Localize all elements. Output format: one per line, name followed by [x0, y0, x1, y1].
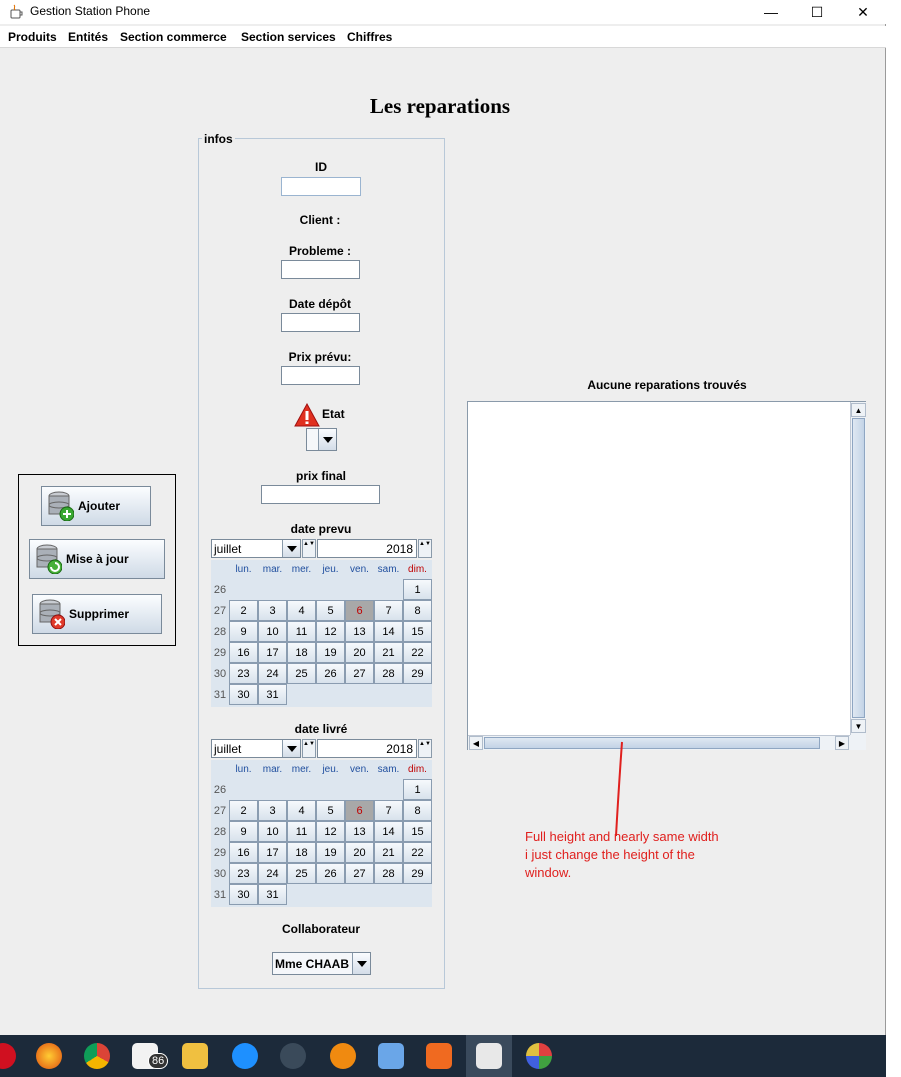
date-livre-month-spinner[interactable]: ▲▼	[302, 739, 316, 758]
etat-label: Etat	[322, 407, 345, 421]
day-button[interactable]: 11	[287, 821, 316, 842]
day-button[interactable]: 22	[403, 842, 432, 863]
day-button[interactable]: 31	[258, 884, 287, 905]
scroll-left-icon[interactable]: ◀	[469, 736, 483, 750]
date-prevu-year-spinner[interactable]: ▲▼	[418, 539, 432, 558]
day-button[interactable]: 25	[287, 863, 316, 884]
horizontal-scrollbar[interactable]	[468, 735, 850, 750]
probleme-label: Probleme :	[288, 244, 351, 258]
day-button[interactable]: 13	[345, 621, 374, 642]
day-button[interactable]: 8	[403, 600, 432, 621]
taskbar	[0, 1035, 886, 1077]
day-button[interactable]: 19	[316, 842, 345, 863]
date-prevu-month-combo[interactable]	[211, 539, 301, 558]
close-button[interactable]	[840, 0, 886, 24]
id-label: ID	[315, 160, 327, 174]
prix-final-label: prix final	[295, 469, 346, 483]
day-button[interactable]: 15	[403, 821, 432, 842]
weekday-header: dim.	[408, 564, 427, 575]
probleme-field[interactable]	[281, 260, 360, 279]
week-number: 29	[211, 642, 229, 663]
day-button[interactable]: 21	[374, 642, 403, 663]
date-prevu-year-field[interactable]: 2018	[317, 539, 417, 558]
day-button[interactable]: 20	[345, 842, 374, 863]
day-button[interactable]: 30	[229, 684, 258, 705]
week-number: 26	[211, 779, 229, 800]
supprimer-label: Supprimer	[69, 607, 130, 621]
edge-icon[interactable]	[232, 1043, 258, 1069]
weekday-header: sam.	[377, 764, 400, 775]
day-button[interactable]: 29	[403, 663, 432, 684]
prix-prevu-field[interactable]	[281, 366, 360, 385]
java-icon	[476, 1043, 502, 1069]
week-number: 31	[211, 884, 229, 905]
chevron-down-icon	[352, 953, 370, 974]
database-refresh-icon	[36, 544, 62, 574]
week-number: 29	[211, 842, 229, 863]
date-prevu-day-grid	[211, 560, 432, 707]
file-explorer-icon[interactable]	[182, 1043, 208, 1069]
menu-entites[interactable]: Entités	[68, 30, 109, 44]
menu-produits[interactable]: Produits	[8, 30, 57, 44]
window-title: Gestion Station Phone	[30, 4, 151, 18]
week-number: 26	[211, 579, 229, 600]
day-button[interactable]: 16	[229, 842, 258, 863]
day-button[interactable]: 18	[287, 842, 316, 863]
day-button[interactable]: 26	[316, 863, 345, 884]
ajouter-label: Ajouter	[78, 499, 120, 513]
page-title: Les reparations	[369, 94, 511, 118]
week-number: 28	[211, 621, 229, 642]
database-delete-icon	[39, 599, 65, 629]
minimize-button[interactable]	[748, 0, 794, 24]
day-button[interactable]: 7	[374, 600, 403, 621]
annotation-line-1: Full height and nearly same width	[525, 829, 719, 844]
date-livre-month-combo[interactable]	[211, 739, 301, 758]
day-button[interactable]: 22	[403, 642, 432, 663]
day-button[interactable]: 3	[258, 800, 287, 821]
maximize-button[interactable]	[794, 0, 840, 24]
weekday-header: ven.	[350, 564, 369, 575]
day-button[interactable]: 24	[258, 663, 287, 684]
reparations-list[interactable]	[467, 401, 866, 750]
close-icon: ✕	[857, 3, 869, 20]
maximize-icon: ☐	[810, 3, 824, 20]
day-button[interactable]: 3	[258, 600, 287, 621]
xampp-icon[interactable]	[426, 1043, 452, 1069]
warning-icon	[294, 403, 320, 427]
day-button[interactable]: 9	[229, 621, 258, 642]
etat-combo[interactable]	[306, 428, 337, 451]
day-button[interactable]: 19	[316, 642, 345, 663]
id-field[interactable]	[281, 177, 361, 196]
day-button[interactable]: 13	[345, 821, 374, 842]
day-button[interactable]: 24	[258, 863, 287, 884]
menu-section-services[interactable]: Section services	[241, 30, 336, 44]
client-label: Client :	[299, 213, 341, 227]
collaborateur-value: Mme CHAAB	[275, 957, 350, 971]
day-button[interactable]: 11	[287, 621, 316, 642]
menu-bar	[0, 26, 886, 48]
day-button[interactable]: 10	[258, 621, 287, 642]
collaborateur-label: Collaborateur	[281, 922, 360, 936]
annotation-text	[525, 828, 755, 882]
day-button[interactable]: 2	[229, 600, 258, 621]
minimize-icon: —	[764, 4, 778, 20]
weekday-header: lun.	[235, 564, 252, 575]
day-button[interactable]: 1	[403, 579, 432, 600]
week-number: 28	[211, 821, 229, 842]
chrome-icon[interactable]	[84, 1043, 110, 1069]
firefox-icon[interactable]	[36, 1043, 62, 1069]
day-button[interactable]: 2	[229, 800, 258, 821]
infos-legend: infos	[204, 132, 233, 146]
vertical-scrollbar[interactable]	[850, 402, 866, 735]
prix-final-field[interactable]	[261, 485, 380, 504]
mise-a-jour-button[interactable]	[29, 539, 165, 579]
day-button[interactable]: 7	[374, 800, 403, 821]
day-button[interactable]: 10	[258, 821, 287, 842]
gear-app-icon[interactable]	[330, 1043, 356, 1069]
week-number: 27	[211, 800, 229, 821]
prix-prevu-label: Prix prévu:	[288, 350, 352, 364]
annotation-line-2: i just change the height of the	[525, 847, 695, 862]
date-livre-month-value: juillet	[214, 742, 242, 756]
scroll-up-icon[interactable]: ▲	[851, 403, 866, 417]
day-button[interactable]: 16	[229, 642, 258, 663]
day-button[interactable]: 17	[258, 642, 287, 663]
weekday-header: dim.	[408, 764, 427, 775]
weekday-header: jeu.	[322, 764, 339, 775]
date-prevu-month-spinner[interactable]: ▲▼	[302, 539, 316, 558]
date-livre-year-spinner[interactable]: ▲▼	[418, 739, 432, 758]
date-livre-day-grid	[211, 760, 432, 907]
list-title: Aucune reparations trouvés	[587, 378, 747, 392]
menu-section-commerce[interactable]: Section commerce	[120, 30, 227, 44]
day-button[interactable]: 27	[345, 863, 374, 884]
day-button[interactable]: 23	[229, 663, 258, 684]
day-button[interactable]: 14	[374, 821, 403, 842]
weekday-header: lun.	[235, 764, 252, 775]
date-prevu-label: date prevu	[290, 522, 352, 536]
weekday-header: mar.	[262, 764, 283, 775]
weekday-header: sam.	[377, 564, 400, 575]
weekday-header: ven.	[350, 764, 369, 775]
collaborateur-combo[interactable]	[272, 952, 371, 975]
date-prevu-month-value: juillet	[214, 542, 242, 556]
date-livre-label: date livré	[294, 722, 348, 736]
day-button[interactable]: 1	[403, 779, 432, 800]
mail-badge: 86	[148, 1053, 168, 1069]
supprimer-button[interactable]	[32, 594, 162, 634]
date-prevu-calendar	[211, 539, 432, 707]
week-number: 30	[211, 863, 229, 884]
mise-a-jour-label: Mise à jour	[66, 552, 129, 566]
opera-icon[interactable]	[0, 1043, 16, 1069]
virtualbox-icon[interactable]	[378, 1043, 404, 1069]
day-button[interactable]: 21	[374, 842, 403, 863]
ajouter-button[interactable]	[41, 486, 151, 526]
day-button[interactable]: 6	[345, 600, 374, 621]
day-button[interactable]: 30	[229, 884, 258, 905]
date-depot-label: Date dépôt	[288, 297, 351, 311]
day-button[interactable]: 4	[287, 800, 316, 821]
database-add-icon	[48, 491, 74, 521]
scroll-corner	[850, 735, 866, 750]
chevron-down-icon	[282, 540, 300, 557]
weekday-header: mer.	[291, 764, 312, 775]
day-button[interactable]: 9	[229, 821, 258, 842]
day-button[interactable]: 23	[229, 863, 258, 884]
vertical-scroll-thumb[interactable]	[852, 418, 865, 718]
scroll-down-icon[interactable]: ▼	[851, 719, 866, 733]
week-number: 30	[211, 663, 229, 684]
day-button[interactable]: 29	[403, 863, 432, 884]
paint-icon[interactable]	[526, 1043, 552, 1069]
chevron-down-icon	[318, 429, 336, 450]
menu-chiffres[interactable]: Chiffres	[347, 30, 393, 44]
horizontal-scroll-thumb[interactable]	[484, 737, 820, 749]
title-bar	[0, 0, 886, 24]
chevron-down-icon	[282, 740, 300, 757]
annotation-line-3: window.	[525, 865, 572, 880]
day-button[interactable]: 8	[403, 800, 432, 821]
day-button[interactable]: 31	[258, 684, 287, 705]
date-livre-calendar	[211, 739, 432, 907]
java-task-active[interactable]	[466, 1035, 512, 1077]
day-button[interactable]: 6	[345, 800, 374, 821]
day-button[interactable]: 25	[287, 663, 316, 684]
day-button[interactable]: 28	[374, 663, 403, 684]
day-button[interactable]: 15	[403, 621, 432, 642]
day-button[interactable]: 4	[287, 600, 316, 621]
day-button[interactable]: 28	[374, 863, 403, 884]
weekday-header: jeu.	[322, 564, 339, 575]
day-button[interactable]: 5	[316, 800, 345, 821]
date-depot-field[interactable]	[281, 313, 360, 332]
day-button[interactable]: 14	[374, 621, 403, 642]
weekday-header: mer.	[291, 564, 312, 575]
day-button[interactable]: 18	[287, 642, 316, 663]
week-number: 31	[211, 684, 229, 705]
scroll-right-icon[interactable]: ▶	[835, 736, 849, 750]
week-number: 27	[211, 600, 229, 621]
java-app-icon	[8, 4, 24, 20]
day-button[interactable]: 20	[345, 642, 374, 663]
day-button[interactable]: 27	[345, 663, 374, 684]
day-button[interactable]: 12	[316, 621, 345, 642]
day-button[interactable]: 26	[316, 663, 345, 684]
actions-panel	[18, 474, 176, 646]
weekday-header: mar.	[262, 564, 283, 575]
annotation-line	[600, 740, 630, 840]
date-livre-year-field[interactable]: 2018	[317, 739, 417, 758]
steam-icon[interactable]	[280, 1043, 306, 1069]
day-button[interactable]: 17	[258, 842, 287, 863]
day-button[interactable]: 12	[316, 821, 345, 842]
day-button[interactable]: 5	[316, 600, 345, 621]
